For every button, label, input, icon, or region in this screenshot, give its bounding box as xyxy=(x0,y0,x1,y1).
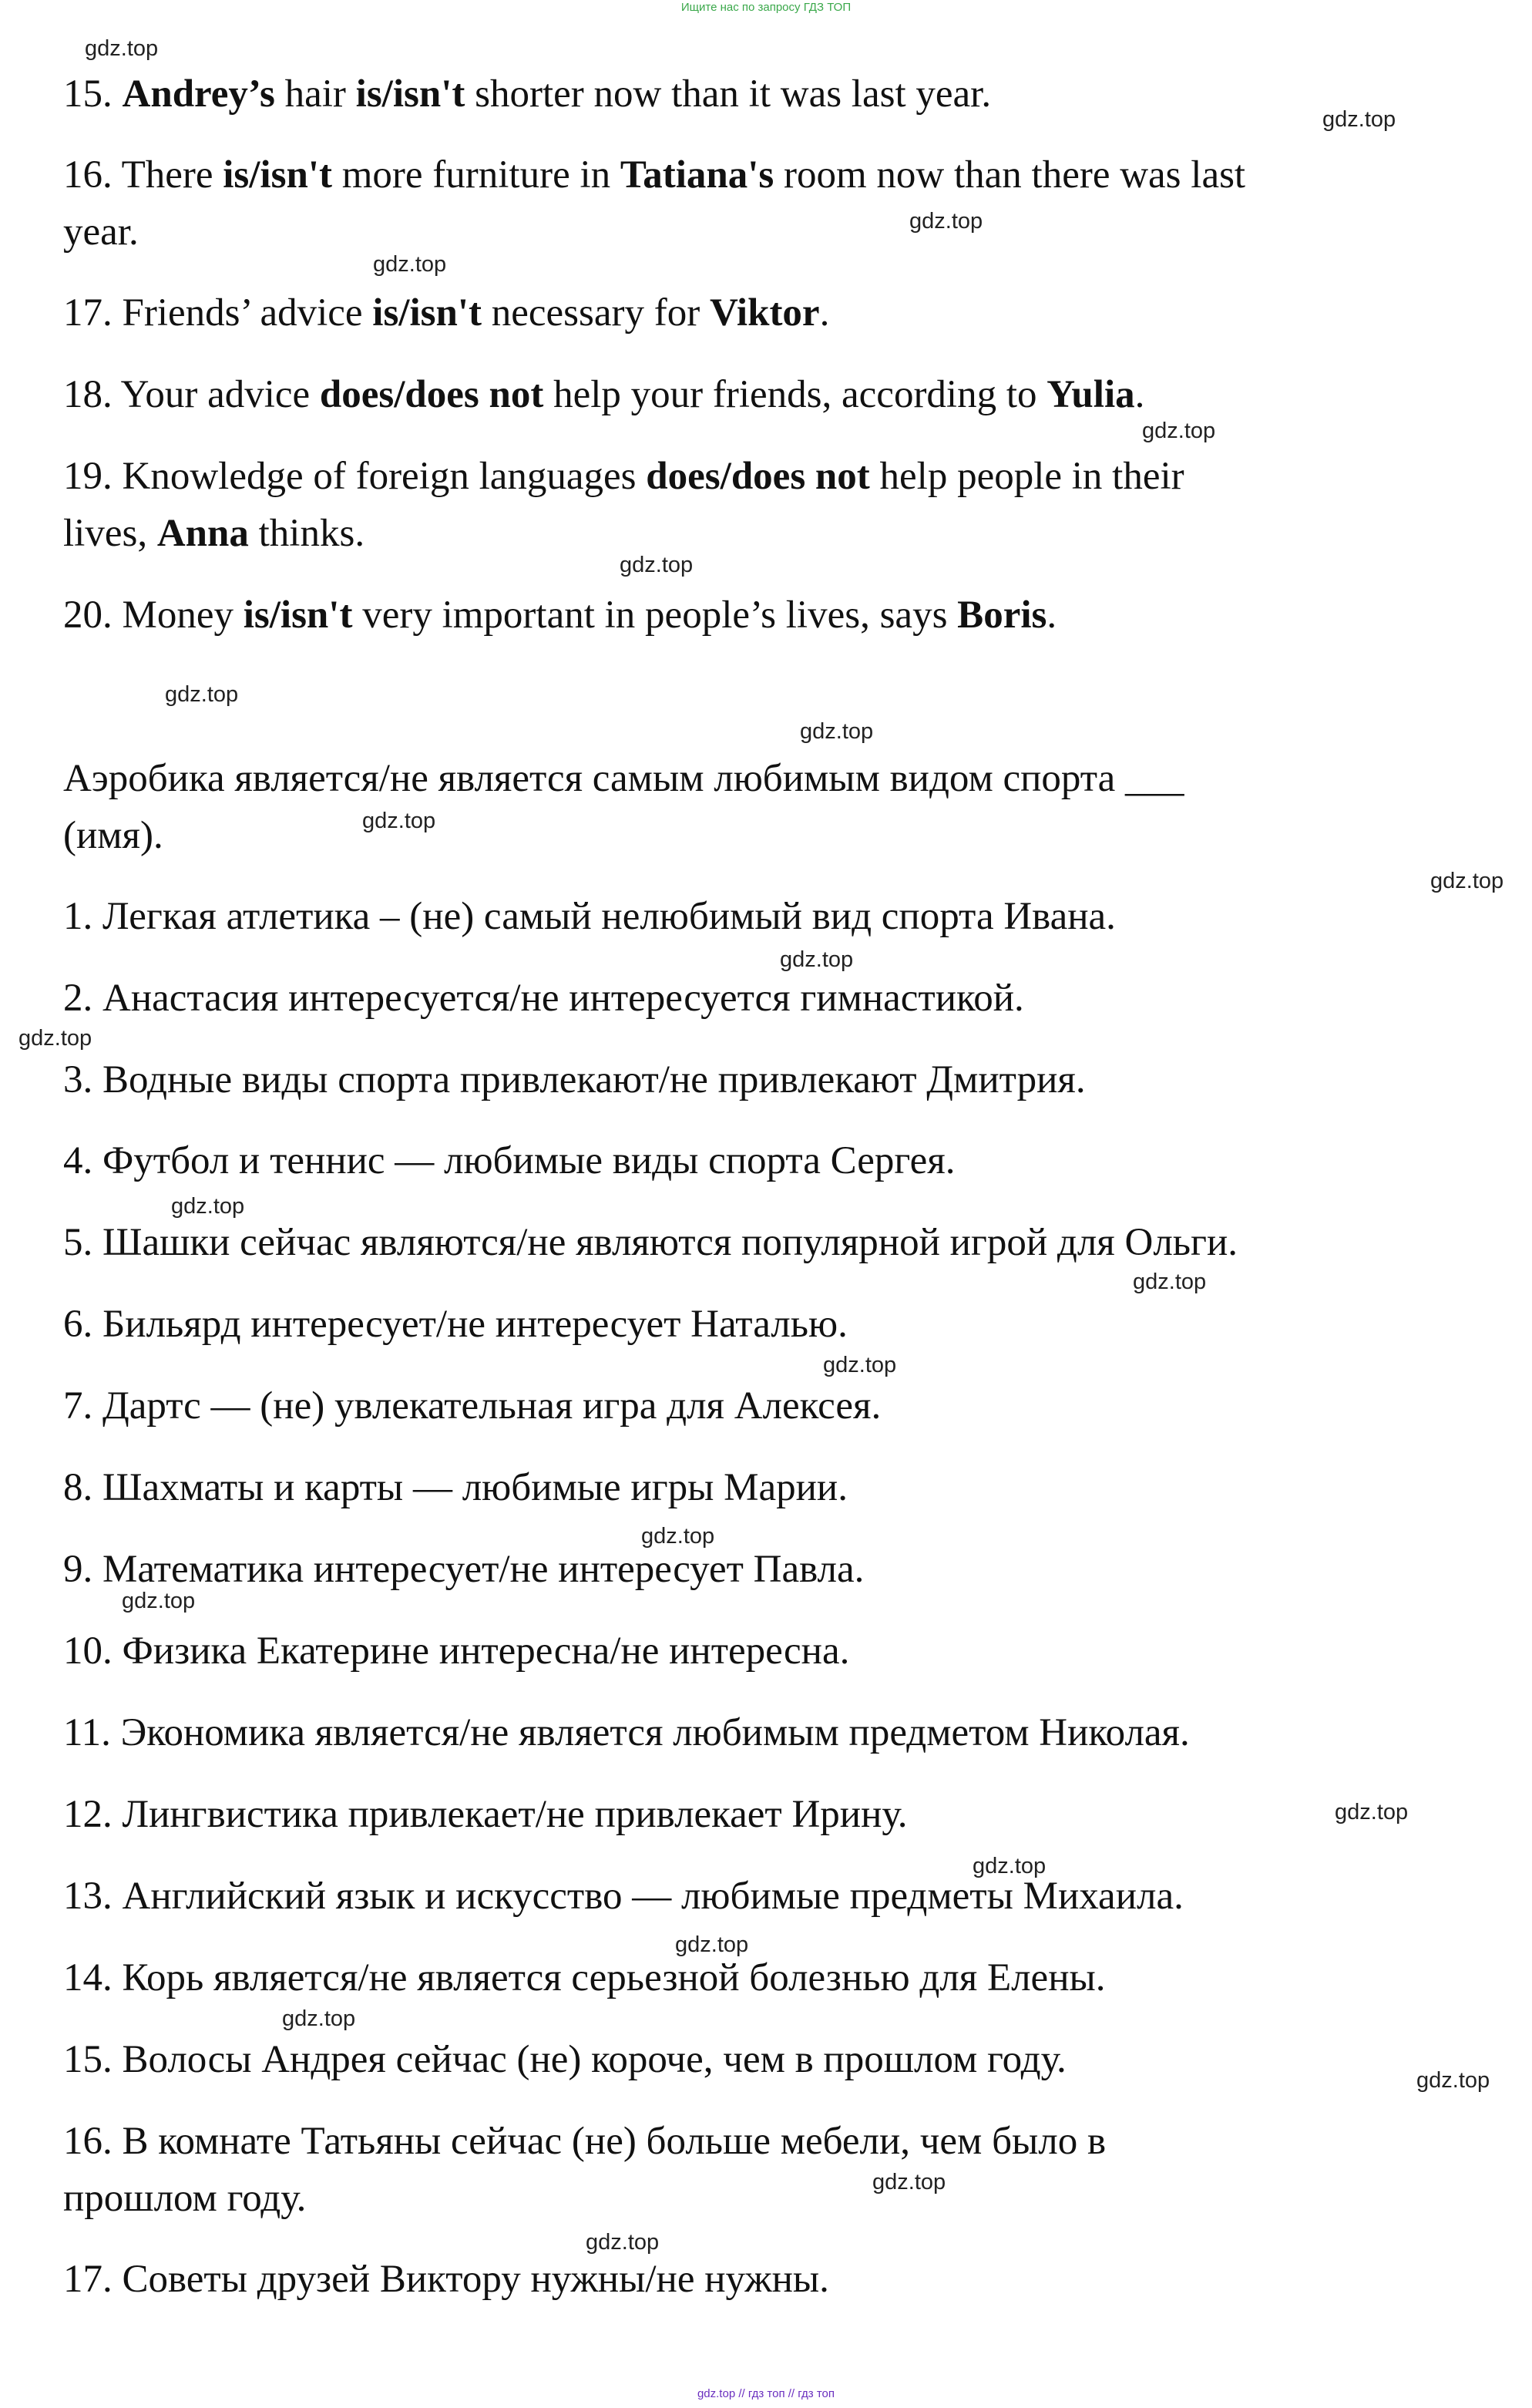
russian-item: 12. Лингвистика привлекает/не привлекает Ирину. xyxy=(63,1793,908,1836)
english-item-19: 19. Knowledge of foreign languages does/does not help people in their xyxy=(63,455,1184,498)
watermark: gdz.top xyxy=(282,2006,356,2031)
watermark: gdz.top xyxy=(1416,2068,1490,2093)
english-item-17: 17. Friends’ advice is/isn't necessary for Viktor. xyxy=(63,291,830,335)
watermark: gdz.top xyxy=(800,719,874,744)
watermark: gdz.top xyxy=(823,1353,897,1377)
russian-item: 10. Физика Екатерине интересна/не интересна. xyxy=(63,1629,850,1673)
russian-item: 7. Дартс — (не) увлекательная игра для Алексея. xyxy=(63,1384,882,1428)
russian-item: 16. В комнате Татьяны сейчас (не) больше мебели, чем было в xyxy=(63,2120,1107,2163)
watermark: gdz.top xyxy=(18,1026,92,1051)
russian-item: 8. Шахматы и карты — любимые игры Марии. xyxy=(63,1466,848,1509)
english-item-15: 15. Andrey’s hair is/isn't shorter now than it was last year. xyxy=(63,72,992,116)
russian-item: 9. Математика интересует/не интересует Павла. xyxy=(63,1548,865,1591)
watermark: gdz.top xyxy=(1430,869,1504,893)
russian-intro-line2: (имя). xyxy=(63,814,163,857)
russian-item: 14. Корь является/не является серьезной болезнью для Елены. xyxy=(63,1956,1106,1999)
russian-item: 17. Советы друзей Виктору нужны/не нужны. xyxy=(63,2258,829,2301)
watermark: gdz.top xyxy=(620,553,694,577)
watermark: gdz.top xyxy=(586,2230,660,2255)
russian-item: 2. Анастасия интересуется/не интересуется гимнастикой. xyxy=(63,977,1024,1020)
english-item-16-cont: year. xyxy=(63,210,139,254)
russian-item: 13. Английский язык и искусство — любимые предметы Михаила. xyxy=(63,1875,1184,1918)
watermark: gdz.top xyxy=(171,1194,245,1219)
watermark: gdz.top xyxy=(909,209,983,234)
russian-item: 1. Легкая атлетика – (не) самый нелюбимый вид спорта Ивана. xyxy=(63,895,1116,938)
english-item-20: 20. Money is/isn't very important in people’s lives, says Boris. xyxy=(63,594,1057,637)
russian-item: 5. Шашки сейчас являются/не являются популярной игрой для Ольги. xyxy=(63,1221,1238,1264)
english-item-19-cont: lives, Anna thinks. xyxy=(63,512,365,555)
watermark: gdz.top xyxy=(675,1932,749,1957)
english-item-16: 16. There is/isn't more furniture in Tatiana's room now than there was last xyxy=(63,153,1246,197)
watermark: gdz.top xyxy=(973,1854,1047,1878)
russian-item: 6. Бильярд интересует/не интересует Наталью. xyxy=(63,1303,848,1346)
watermark: gdz.top xyxy=(1142,419,1216,443)
watermark: gdz.top xyxy=(872,2170,946,2194)
russian-item: 3. Водные виды спорта привлекают/не привлекают Дмитрия. xyxy=(63,1058,1086,1101)
watermark: gdz.top xyxy=(362,809,436,833)
russian-item: 15. Волосы Андрея сейчас (не) короче, чем в прошлом году. xyxy=(63,2038,1067,2081)
russian-intro-line1: Аэробика является/не является самым любимым видом спорта ___ xyxy=(63,757,1184,800)
watermark: gdz.top xyxy=(1335,1800,1409,1824)
russian-item: 11. Экономика является/не является любимым предметом Николая. xyxy=(63,1711,1190,1754)
watermark: gdz.top xyxy=(165,682,239,707)
watermark: gdz.top xyxy=(85,36,159,61)
russian-item-cont: прошлом году. xyxy=(63,2177,307,2220)
watermark: gdz.top xyxy=(1322,107,1396,132)
watermark: gdz.top xyxy=(122,1589,196,1613)
russian-item: 4. Футбол и теннис — любимые виды спорта Сергея. xyxy=(63,1139,956,1182)
footer-links[interactable]: gdz.top // гдз топ // гдз топ xyxy=(697,2387,835,2400)
top-banner[interactable]: Ищите нас по запросу ГДЗ ТОП xyxy=(680,1,852,14)
watermark: gdz.top xyxy=(641,1524,715,1549)
english-item-18: 18. Your advice does/does not help your friends, according to Yulia. xyxy=(63,373,1145,416)
watermark: gdz.top xyxy=(373,252,447,277)
item-number: 15. xyxy=(63,72,113,116)
watermark: gdz.top xyxy=(780,947,854,972)
watermark: gdz.top xyxy=(1133,1270,1207,1294)
